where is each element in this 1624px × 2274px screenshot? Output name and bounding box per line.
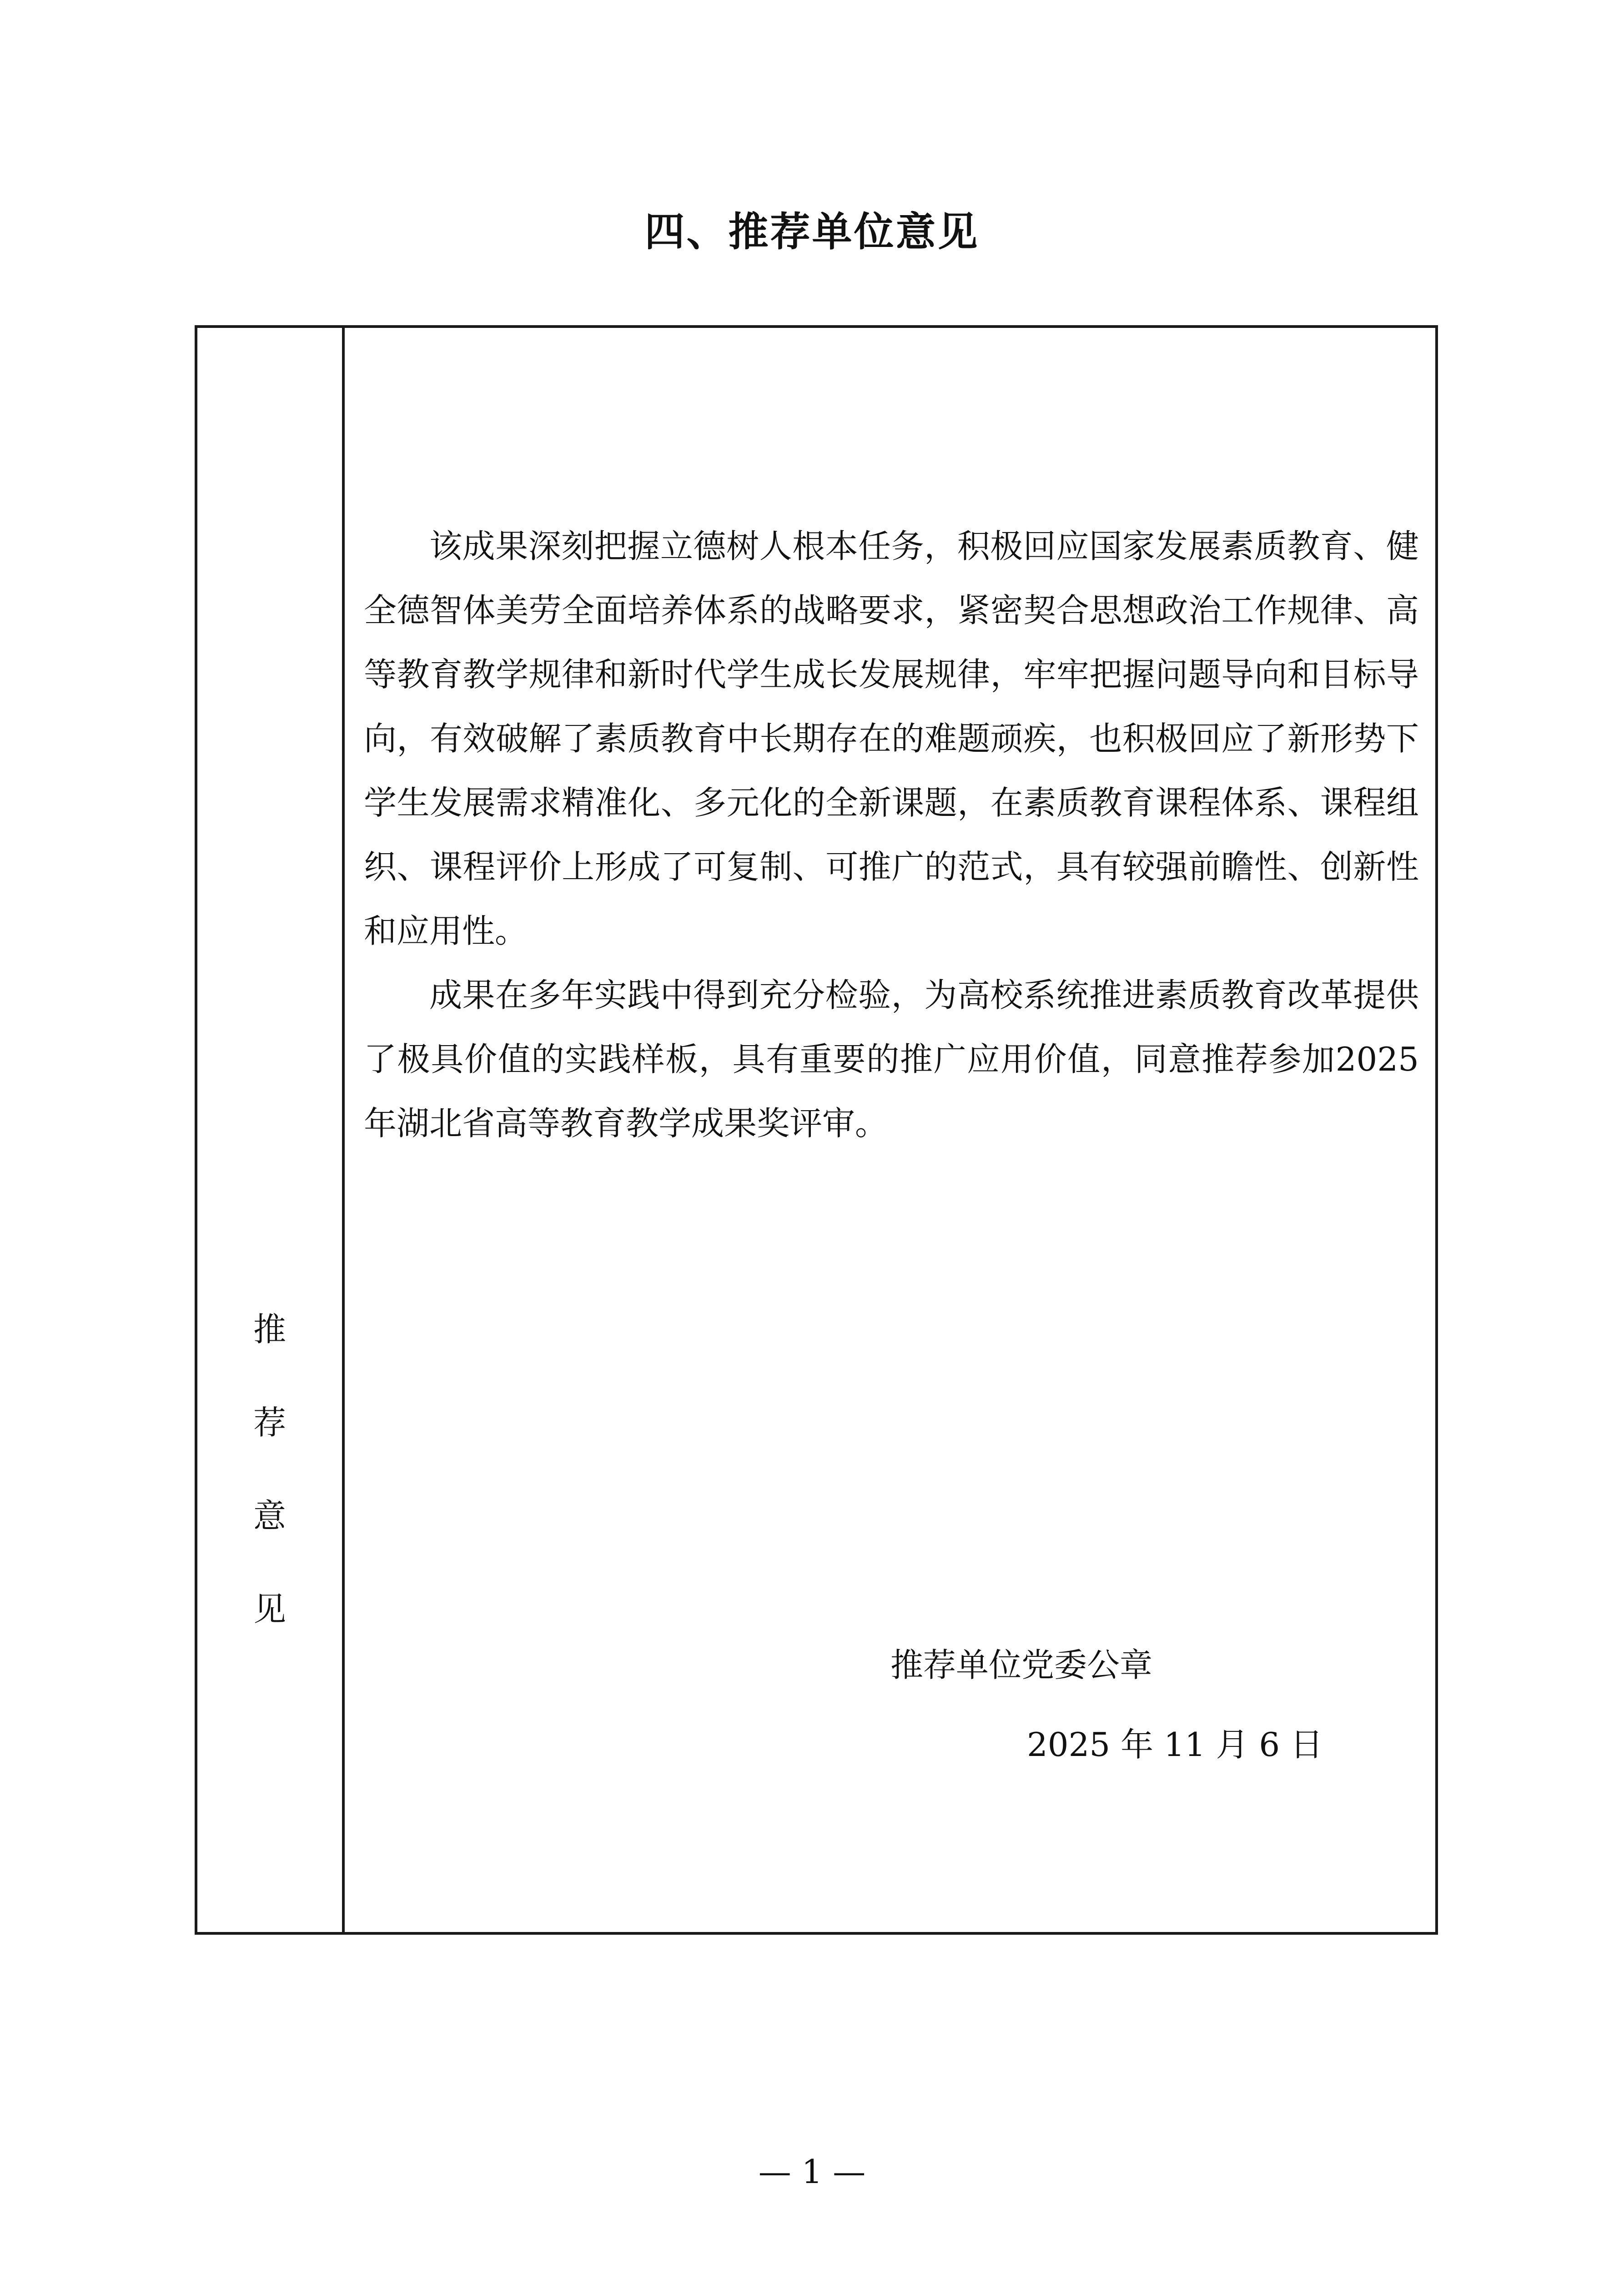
- label-char: 见: [253, 1590, 286, 1628]
- label-char: 推: [253, 1310, 286, 1348]
- seal-caption: 推荐单位党委公章: [890, 1646, 1153, 1684]
- opinion-body: [364, 514, 1419, 1156]
- opinion-cell: [345, 328, 1435, 1932]
- page-title: 四、推荐单位意见: [644, 208, 980, 255]
- sign-date: 2025 年 11 月 6 日: [1027, 1726, 1323, 1764]
- page-number: — 1 —: [758, 2153, 866, 2191]
- opinion-paragraph: 成果在多年实践中得到充分检验，为高校系统推进素质教育改革提供了极具价值的实践样板，具有重要的推广应用价值，同意推荐参加2025年湖北省高等教育教学成果奖评审。: [364, 976, 1419, 1142]
- label-column: [197, 328, 345, 1932]
- label-char: 意: [253, 1497, 286, 1535]
- recommendation-table: [195, 325, 1438, 1935]
- label-vertical-text: [197, 1283, 342, 1656]
- opinion-paragraph: 该成果深刻把握立德树人根本任务，积极回应国家发展素质教育、健全德智体美劳全面培养体系的战略要求，紧密契合思想政治工作规律、高等教育教学规律和新时代学生成长发展规律，牢牢把握问题导向和目标导向，有效破解了素质教育中长期存在的难题顽疾，也积极回应了新形势下学生发展需求精准化、多元化的全新课题，在素质教育课程体系、课程组织、课程评价上形成了可复制、可推广的范式，具有较强前瞻性、创新性和应用性。: [364, 527, 1419, 950]
- label-char: 荐: [253, 1404, 286, 1442]
